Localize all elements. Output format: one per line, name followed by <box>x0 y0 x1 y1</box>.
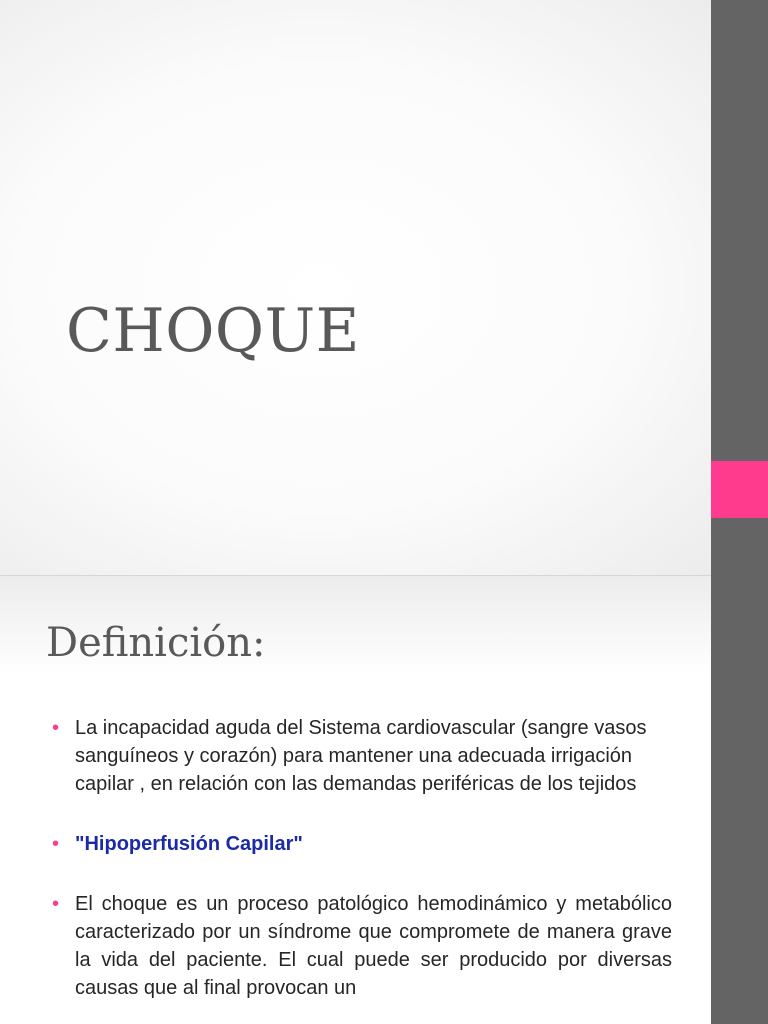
bullet-marker: • <box>52 893 60 915</box>
definition-heading: Definición: <box>46 620 266 666</box>
slide-definition <box>0 576 711 1024</box>
bullet-text: La incapacidad aguda del Sistema cardiovascular (sangre vasos sanguíneos y corazón) para mantener una adecuada irrigación capilar , en relación con las demandas periféricas de los tejidos <box>75 717 647 795</box>
slide-title-text: CHOQUE <box>66 296 360 366</box>
bullet-text: El choque es un proceso patológico hemodinámico y metabólico caracterizado por un síndrome que compromete de manera grave la vida del paciente. El cual puede ser producido por diversas causas que al final provocan un <box>75 893 672 999</box>
accent-block <box>711 461 768 518</box>
bullet-item <box>52 830 672 858</box>
bullet-marker: • <box>52 717 60 739</box>
side-bar <box>711 0 768 1024</box>
bullet-highlight-text: "Hipoperfusión Capilar" <box>75 833 303 855</box>
bullet-item <box>52 890 672 1002</box>
bullet-marker: • <box>52 833 60 855</box>
bullet-item <box>52 714 672 798</box>
bullet-list <box>52 714 672 1024</box>
